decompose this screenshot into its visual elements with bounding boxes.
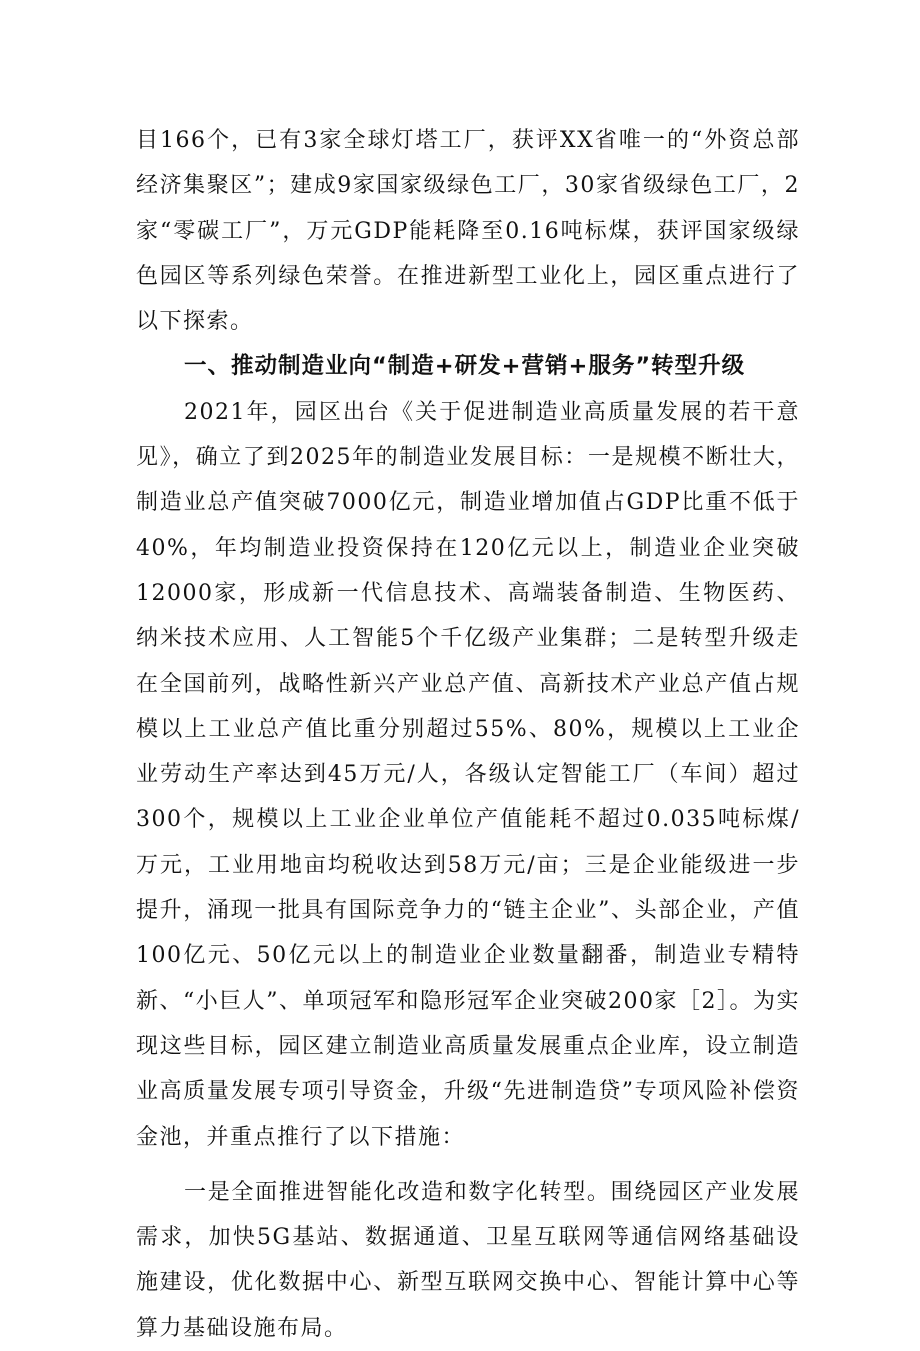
section-heading: 一、推动制造业向“制造+研发+营销+服务”转型升级 — [184, 353, 746, 380]
document-body — [136, 118, 800, 1351]
body-paragraph-2: 一是全面推进智能化改造和数字化转型。围绕园区产业发展需求，加快5G基站、数据通道、卫星互联网等通信网络基础设施建设，优化数据中心、新型互联网交换中心、智能计算中心等算力基础设施布局。 — [136, 1179, 800, 1341]
body-paragraph-1: 2021年，园区出台《关于促进制造业高质量发展的若干意见》，确立了到2025年的制造业发展目标：一是规模不断壮大，制造业总产值突破7000亿元，制造业增加值占GDP比重不低于40%，年均制造业投资保持在120亿元以上，制造业企业突破12000家，形成新一代信息技术、高端装备制造、生物医药、纳米技术应用、人工智能5个千亿级产业集群；二是转型升级走在全国前列，战略性新兴产业总产值、高新技术产业总产值占规模以上工业总产值比重分别超过55%、80%，规模以上工业企业劳动生产率达到45万元/人，各级认定智能工厂（车间）超过300个，规模以上工业企业单位产值能耗不超过0.035吨标煤/万元，工业用地亩均税收达到58万元/亩；三是企业能级进一步提升，涌现一批具有国际竞争力的“链主企业”、头部企业，产值100亿元、50亿元以上的制造业企业数量翻番，制造业专精特新、“小巨人”、单项冠军和隐形冠军企业突破200家［2］。为实现这些目标，园区建立制造业高质量发展重点企业库，设立制造业高质量发展专项引导资金，升级“先进制造贷”专项风险补偿资金池，并重点推行了以下措施： — [136, 399, 800, 1150]
paragraph-gap — [136, 1160, 800, 1170]
intro-paragraph: 目166个，已有3家全球灯塔工厂，获评XX省唯一的“外资总部经济集聚区”；建成9家国家级绿色工厂，30家省级绿色工厂，2家“零碳工厂”，万元GDP能耗降至0.16吨标煤，获评国家级绿色园区等系列绿色荣誉。在推进新型工业化上，园区重点进行了以下探索。 — [136, 128, 800, 335]
